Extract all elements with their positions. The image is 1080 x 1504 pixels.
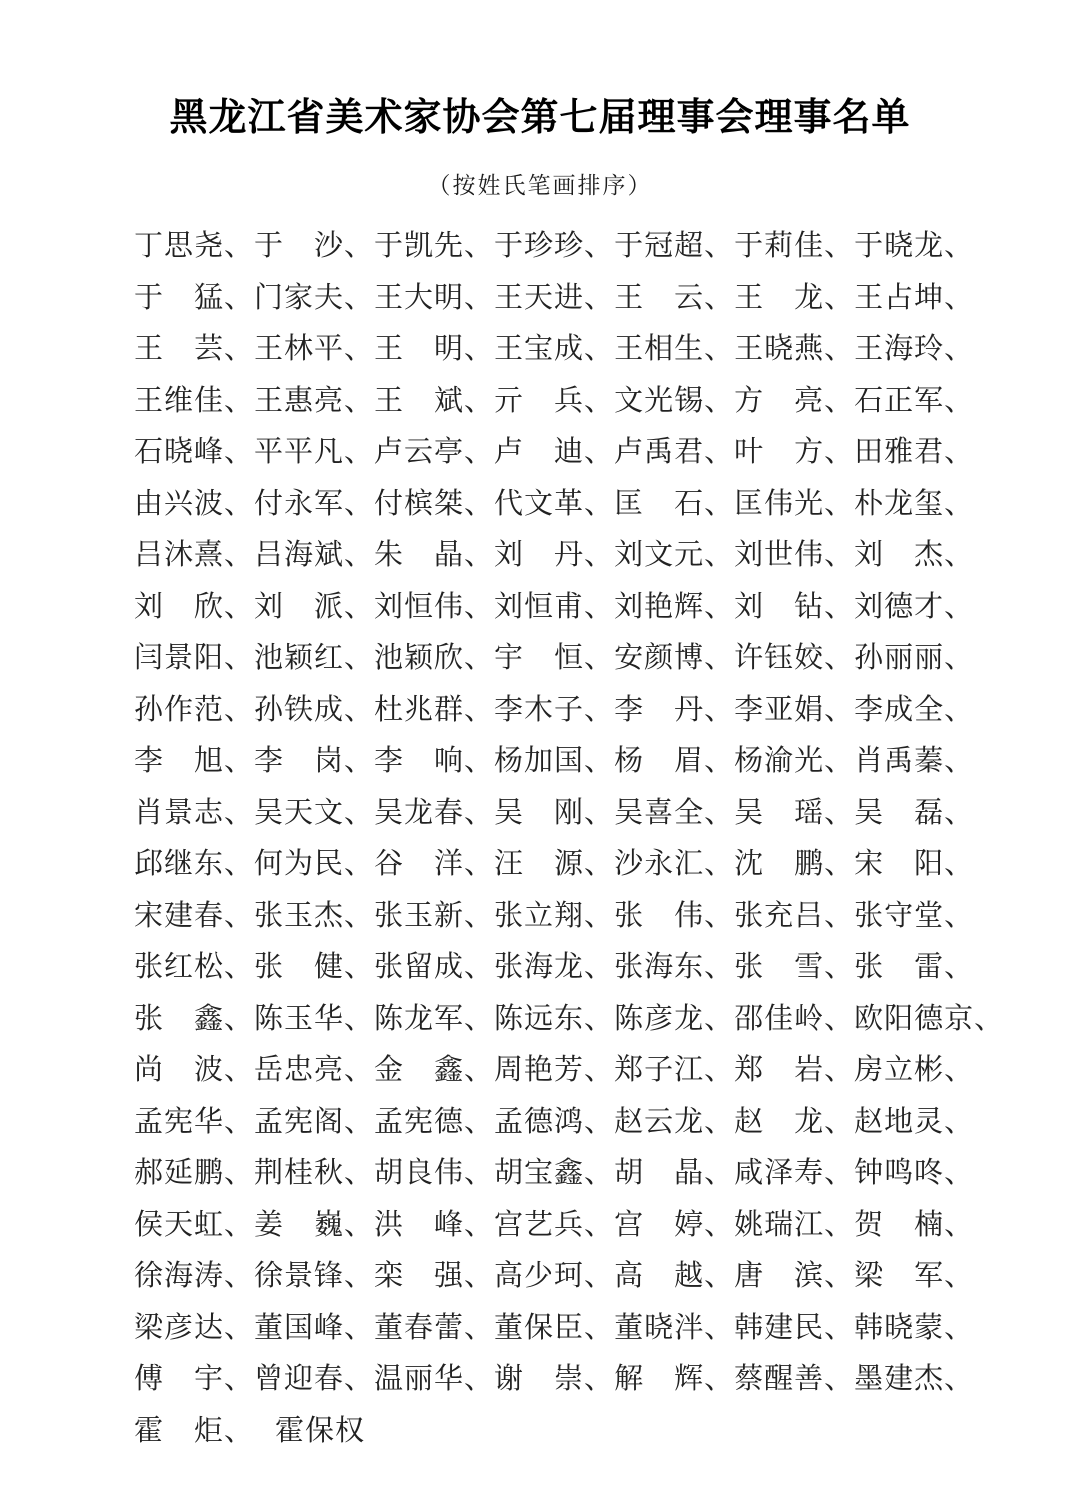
member-name: 邵佳岭、 <box>734 1002 855 1035</box>
document-title: 黑龙江省美术家协会第七届理事会理事名单 <box>169 97 911 139</box>
member-name: 董保臣、 <box>494 1311 615 1344</box>
member-name: 闫景阳、 <box>134 642 255 674</box>
member-name: 王 芸、 <box>134 333 255 365</box>
name-row <box>134 642 975 696</box>
member-name: 李成全、 <box>854 693 975 726</box>
member-name: 侯天虹、 <box>134 1208 255 1241</box>
member-name: 池颖红、 <box>254 642 375 674</box>
member-name: 李 响、 <box>374 745 495 777</box>
member-name: 姚瑞江、 <box>734 1208 855 1241</box>
member-name: 宇 恒、 <box>494 642 615 674</box>
member-name: 钟鸣咚、 <box>854 1157 975 1189</box>
member-name: 咸泽寿、 <box>734 1157 855 1189</box>
member-name: 方 亮、 <box>734 384 855 417</box>
member-name: 岳忠亮、 <box>254 1054 375 1086</box>
member-name: 周艳芳、 <box>494 1054 615 1086</box>
member-name: 孟宪阁、 <box>254 1105 375 1138</box>
member-name: 吴龙春、 <box>374 796 495 829</box>
member-name: 孙作范、 <box>134 693 255 726</box>
member-name: 霍保权 <box>275 1414 366 1447</box>
member-name: 董春蕾、 <box>374 1311 495 1344</box>
member-name: 刘恒伟、 <box>374 590 495 623</box>
member-name: 陈彦龙、 <box>614 1002 735 1035</box>
member-name-list <box>134 230 1005 1468</box>
member-name: 李 旭、 <box>134 745 255 777</box>
member-name: 郝延鹏、 <box>134 1157 255 1189</box>
member-name: 墨建杰、 <box>854 1363 975 1395</box>
member-name: 杨 眉、 <box>614 745 735 777</box>
name-row <box>134 899 975 954</box>
member-name: 卢 迪、 <box>494 436 615 468</box>
member-name: 韩晓蒙、 <box>854 1311 975 1344</box>
member-name: 郑子江、 <box>614 1054 735 1086</box>
member-name: 赵云龙、 <box>614 1105 735 1138</box>
member-name: 于珍珍、 <box>494 230 615 262</box>
member-name: 刘文元、 <box>614 539 735 571</box>
member-name: 徐海涛、 <box>134 1260 255 1292</box>
member-name: 肖景志、 <box>134 796 255 829</box>
member-name: 孟宪德、 <box>374 1105 495 1138</box>
name-row <box>134 745 975 799</box>
name-row <box>134 951 975 1005</box>
member-name: 张海东、 <box>614 951 735 983</box>
member-name: 王占坤、 <box>854 281 975 314</box>
member-name: 吕海斌、 <box>254 539 375 571</box>
member-name: 杨渝光、 <box>734 745 855 777</box>
member-name: 张充吕、 <box>734 899 855 932</box>
member-name: 沙永汇、 <box>614 848 735 880</box>
name-row <box>134 436 975 490</box>
member-name: 卢云亭、 <box>374 436 495 468</box>
member-name: 陈龙军、 <box>374 1002 495 1035</box>
member-name: 匡伟光、 <box>734 487 855 520</box>
member-name: 梁彦达、 <box>134 1311 255 1344</box>
member-name: 石正军、 <box>854 384 975 417</box>
member-name: 唐 滨、 <box>734 1260 855 1292</box>
member-name: 张 鑫、 <box>134 1002 255 1035</box>
name-row <box>134 1414 946 1469</box>
member-name: 王 明、 <box>374 333 495 365</box>
member-name: 韩建民、 <box>734 1311 855 1344</box>
member-name: 董晓泮、 <box>614 1311 735 1344</box>
name-row <box>134 281 975 336</box>
name-row <box>134 539 975 593</box>
member-name: 王宝成、 <box>494 333 615 365</box>
member-name: 宋 阳、 <box>854 848 975 880</box>
member-name: 卢禹君、 <box>614 436 735 468</box>
name-row <box>134 1054 975 1108</box>
member-name: 王 云、 <box>614 281 735 314</box>
member-name: 王惠亮、 <box>254 384 375 417</box>
member-name: 宋建春、 <box>134 899 255 932</box>
member-name: 姜 巍、 <box>254 1208 375 1241</box>
member-name: 解 辉、 <box>614 1363 735 1395</box>
member-name: 于莉佳、 <box>734 230 855 262</box>
name-row <box>134 848 975 902</box>
member-name: 霍 炬、 <box>134 1414 255 1447</box>
member-name: 王相生、 <box>614 333 735 365</box>
member-name: 亓 兵、 <box>494 384 615 417</box>
member-name: 李 丹、 <box>614 693 735 726</box>
name-row <box>134 333 975 387</box>
member-name: 徐景锋、 <box>254 1260 375 1292</box>
member-name: 平平凡、 <box>254 436 375 468</box>
member-name: 胡宝鑫、 <box>494 1157 615 1189</box>
name-row <box>134 1157 975 1211</box>
member-name: 张海龙、 <box>494 951 615 983</box>
member-name: 张玉新、 <box>374 899 495 932</box>
member-name: 于 沙、 <box>254 230 375 262</box>
member-name: 吴 瑶、 <box>734 796 855 829</box>
member-name: 刘 派、 <box>254 590 375 623</box>
member-name: 王 斌、 <box>374 384 495 417</box>
member-name: 池颖欣、 <box>374 642 495 674</box>
member-name: 田雅君、 <box>854 436 975 468</box>
name-row <box>134 590 975 645</box>
member-name: 肖禹蓁、 <box>854 745 975 777</box>
member-name: 付永军、 <box>254 487 375 520</box>
member-name: 王晓燕、 <box>734 333 855 365</box>
member-name: 孟宪华、 <box>134 1105 255 1138</box>
member-name: 张留成、 <box>374 951 495 983</box>
member-name: 吴 磊、 <box>854 796 975 829</box>
member-name: 丁思尧、 <box>134 230 255 262</box>
member-name: 洪 峰、 <box>374 1208 495 1241</box>
member-name: 刘恒甫、 <box>494 590 615 623</box>
member-name: 尚 波、 <box>134 1054 255 1086</box>
member-name: 金 鑫、 <box>374 1054 495 1086</box>
member-name: 张 雪、 <box>734 951 855 983</box>
member-name: 于晓龙、 <box>854 230 975 262</box>
member-name: 赵 龙、 <box>734 1105 855 1138</box>
member-name: 刘德才、 <box>854 590 975 623</box>
member-name: 刘 欣、 <box>134 590 255 623</box>
member-name: 胡良伟、 <box>374 1157 495 1189</box>
member-name: 邱继东、 <box>134 848 255 880</box>
member-name: 沈 鹏、 <box>734 848 855 880</box>
member-name: 叶 方、 <box>734 436 855 468</box>
member-name: 汪 源、 <box>494 848 615 880</box>
member-name: 刘艳辉、 <box>614 590 735 623</box>
member-name: 张 雷、 <box>854 951 975 983</box>
member-name: 文光锡、 <box>614 384 735 417</box>
member-name: 王海玲、 <box>854 333 975 365</box>
member-name: 陈远东、 <box>494 1002 615 1035</box>
member-name: 梁 军、 <box>854 1260 975 1292</box>
member-name: 门家夫、 <box>254 281 375 314</box>
member-name: 孙铁成、 <box>254 693 375 726</box>
member-name: 孟德鸿、 <box>494 1105 615 1138</box>
member-name: 贺 楠、 <box>854 1208 975 1241</box>
member-name: 李木子、 <box>494 693 615 726</box>
member-name: 王林平、 <box>254 333 375 365</box>
member-name: 王大明、 <box>374 281 495 314</box>
name-row <box>134 693 975 748</box>
member-name: 代文革、 <box>494 487 615 520</box>
member-name: 李亚娟、 <box>734 693 855 726</box>
name-row <box>134 1311 975 1366</box>
member-name: 高少珂、 <box>494 1260 615 1292</box>
name-row <box>134 1260 975 1314</box>
name-row <box>134 796 975 851</box>
member-name: 李 岗、 <box>254 745 375 777</box>
member-name: 许钰姣、 <box>734 642 855 674</box>
member-name: 房立彬、 <box>854 1054 975 1086</box>
member-name: 张玉杰、 <box>254 899 375 932</box>
member-name: 刘 钻、 <box>734 590 855 623</box>
member-name: 欧阳德京、 <box>854 1002 1005 1035</box>
member-name: 安颜博、 <box>614 642 735 674</box>
member-name: 张 健、 <box>254 951 375 983</box>
document-subtitle: （按姓氏笔画排序） <box>427 173 653 198</box>
member-name: 刘世伟、 <box>734 539 855 571</box>
member-name: 张 伟、 <box>614 899 735 932</box>
member-name: 朱 晶、 <box>374 539 495 571</box>
name-row <box>134 1363 975 1417</box>
member-name: 董国峰、 <box>254 1311 375 1344</box>
name-row <box>134 384 975 439</box>
member-name: 朴龙玺、 <box>854 487 975 520</box>
member-name: 曾迎春、 <box>254 1363 375 1395</box>
member-name: 王 龙、 <box>734 281 855 314</box>
name-row <box>134 1105 975 1160</box>
member-name: 张红松、 <box>134 951 255 983</box>
member-name: 杜兆群、 <box>374 693 495 726</box>
member-name: 刘 丹、 <box>494 539 615 571</box>
member-name: 于冠超、 <box>614 230 735 262</box>
member-name: 温丽华、 <box>374 1363 495 1395</box>
member-name: 胡 晶、 <box>614 1157 735 1189</box>
member-name: 付槟桀、 <box>374 487 495 520</box>
member-name: 孙丽丽、 <box>854 642 975 674</box>
member-name: 由兴波、 <box>134 487 255 520</box>
member-name: 宫艺兵、 <box>494 1208 615 1241</box>
member-name: 蔡醒善、 <box>734 1363 855 1395</box>
name-row <box>134 1002 1005 1057</box>
member-name: 宫 婷、 <box>614 1208 735 1241</box>
member-name: 吴喜全、 <box>614 796 735 829</box>
member-name: 高 越、 <box>614 1260 735 1292</box>
member-name: 张守堂、 <box>854 899 975 932</box>
member-name: 王天进、 <box>494 281 615 314</box>
member-name: 赵地灵、 <box>854 1105 975 1138</box>
member-name: 荆桂秋、 <box>254 1157 375 1189</box>
member-name: 栾 强、 <box>374 1260 495 1292</box>
name-row <box>134 487 975 542</box>
member-name: 匡 石、 <box>614 487 735 520</box>
name-row <box>134 1208 975 1263</box>
name-row <box>134 230 975 284</box>
member-name: 傅 宇、 <box>134 1363 255 1395</box>
member-name: 吴 刚、 <box>494 796 615 829</box>
member-name: 陈玉华、 <box>254 1002 375 1035</box>
member-name: 于 猛、 <box>134 281 255 314</box>
member-name: 郑 岩、 <box>734 1054 855 1086</box>
member-name: 王维佳、 <box>134 384 255 417</box>
member-name: 吕沐熹、 <box>134 539 255 571</box>
member-name: 谢 崇、 <box>494 1363 615 1395</box>
member-name: 张立翔、 <box>494 899 615 932</box>
member-name: 吴天文、 <box>254 796 375 829</box>
member-name: 石晓峰、 <box>134 436 255 468</box>
member-name: 谷 洋、 <box>374 848 495 880</box>
member-name: 于凯先、 <box>374 230 495 262</box>
member-name: 刘 杰、 <box>854 539 975 571</box>
member-name: 何为民、 <box>254 848 375 880</box>
member-name: 杨加国、 <box>494 745 615 777</box>
